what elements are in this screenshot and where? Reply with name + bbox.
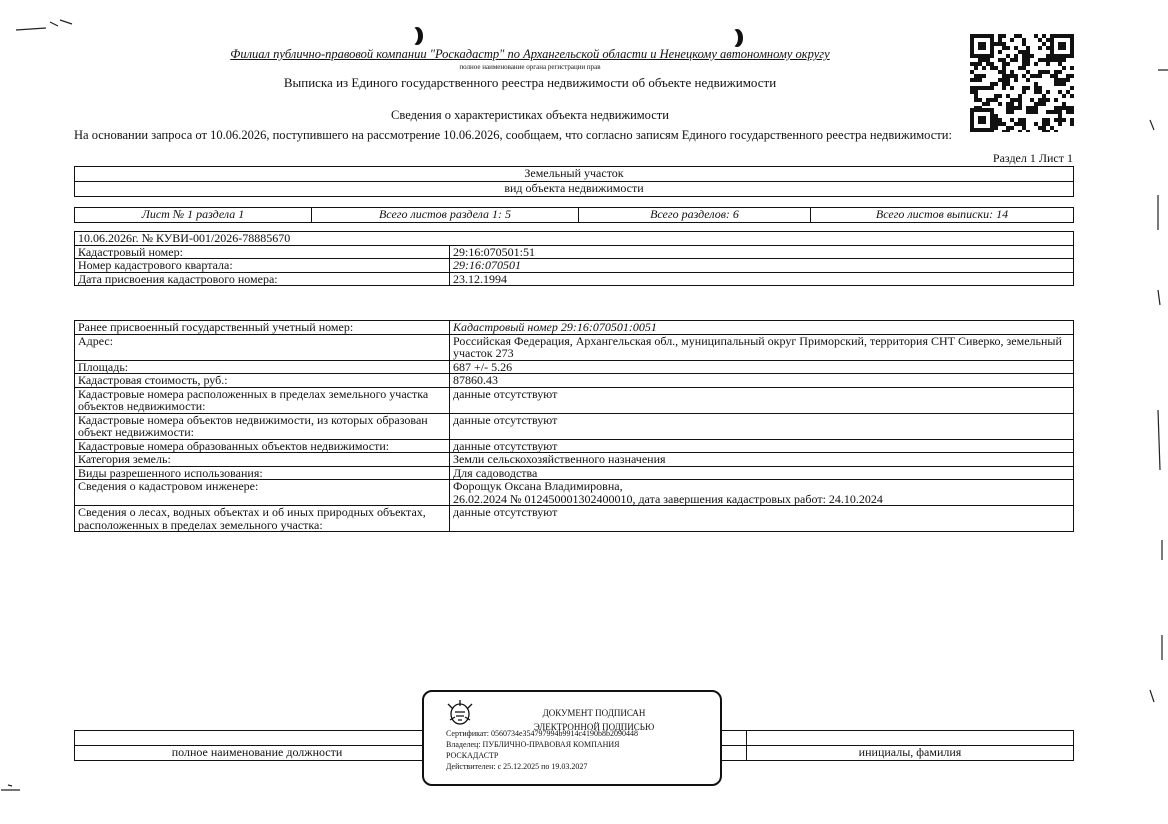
engineer-details: 26.02.2024 № 012450001302400010, дата завершения кадастровых работ: 24.10.2024 <box>453 491 883 506</box>
row-label: Сведения о лесах, водных объектах и об иных природных объектах, расположенных в пределах земельного участка: <box>75 506 450 532</box>
row-label: Площадь: <box>75 360 450 374</box>
table-row <box>75 413 1074 439</box>
cadastral-table <box>74 231 1074 286</box>
table-row <box>75 439 1074 453</box>
sheets-in-section: Всего листов раздела 1: 5 <box>312 208 579 223</box>
stamp-validity: Действителен: с 25.12.2025 по 19.03.2027 <box>446 762 588 771</box>
row-label: Кадастровые номера образованных объектов недвижимости: <box>75 439 450 453</box>
row-value: данные отсутствуют <box>450 506 1074 532</box>
organization-name: Филиал публично-правовой компании "Роскадастр" по Архангельской области и Ненецкому автономному округу <box>230 47 830 61</box>
row-value: Земли сельскохозяйственного назначения <box>450 453 1074 467</box>
row-value: данные отсутствуют <box>450 439 1074 453</box>
name-caption: инициалы, фамилия <box>747 746 1074 761</box>
section-sheet-label: Раздел 1 Лист 1 <box>992 151 1073 165</box>
row-label: Ранее присвоенный государственный учетный номер: <box>75 321 450 335</box>
position-caption: полное наименование должности <box>75 746 440 761</box>
qr-code-icon <box>970 34 1074 132</box>
scan-mark-crescent <box>406 27 418 45</box>
row-label: Категория земель: <box>75 453 450 467</box>
row-value: 29:16:070501:51 <box>450 245 1074 259</box>
row-label: Кадастровая стоимость, руб.: <box>75 374 450 388</box>
stamp-certificate: Сертификат: 0560734e354797994b9914c4190b8b2090448 <box>446 729 639 738</box>
row-value <box>450 480 1074 506</box>
stamp-title-2: ЭЛЕКТРОННОЙ ПОДПИСЬЮ <box>533 722 655 732</box>
row-value: 23.12.1994 <box>450 272 1074 286</box>
sheet-meta-table <box>74 207 1074 223</box>
row-value: Российская Федерация, Архангельская обл., муниципальный округ Приморский, территория СНТ Сиверко, земельный участок 273 <box>450 334 1074 360</box>
table-row <box>75 387 1074 413</box>
intro-text: На основании запроса от 10.06.2026, поступившего на рассмотрение 10.06.2026, сообщаем, что согласно записям Единого государственного реестра недвижимости: <box>74 128 952 142</box>
emblem-icon <box>444 698 476 728</box>
row-value: 87860.43 <box>450 374 1074 388</box>
table-row <box>75 453 1074 467</box>
organization-caption: полное наименование органа регистрации прав <box>459 63 601 71</box>
table-row <box>75 245 1074 259</box>
row-value: данные отсутствуют <box>450 413 1074 439</box>
table-row <box>75 466 1074 480</box>
table-row <box>75 272 1074 286</box>
row-value: данные отсутствуют <box>450 387 1074 413</box>
engineer-name: Форощук Оксана Владимировна, <box>453 479 623 493</box>
object-type: Земельный участок <box>75 167 1074 182</box>
row-label: Адрес: <box>75 334 450 360</box>
row-label: Кадастровые номера объектов недвижимости, из которых образован объект недвижимости: <box>75 413 450 439</box>
stamp-owner-2: РОСКАДАСТР <box>446 751 499 760</box>
stamp-owner: Владелец: ПУБЛИЧНО-ПРАВОВАЯ КОМПАНИЯ <box>446 740 620 749</box>
object-type-caption: вид объекта недвижимости <box>75 182 1074 197</box>
stamp-title-1: ДОКУМЕНТ ПОДПИСАН <box>542 708 646 718</box>
section-title: Сведения о характеристиках объекта недвижимости <box>391 108 669 122</box>
row-value: Для садоводства <box>450 466 1074 480</box>
table-row <box>75 259 1074 273</box>
row-label: Дата присвоения кадастрового номера: <box>75 272 450 286</box>
row-label: Сведения о кадастровом инженере: <box>75 480 450 506</box>
table-row <box>75 480 1074 506</box>
record-id: 10.06.2026г. № КУВИ-001/2026-78885670 <box>75 232 1074 246</box>
row-label: Номер кадастрового квартала: <box>75 259 450 273</box>
sheet-number: Лист № 1 раздела 1 <box>75 208 312 223</box>
row-label: Кадастровый номер: <box>75 245 450 259</box>
scan-mark-crescent <box>726 29 738 47</box>
row-label: Кадастровые номера расположенных в пределах земельного участка объектов недвижимости: <box>75 387 450 413</box>
table-row <box>75 374 1074 388</box>
sheets-total: Всего листов выписки: 14 <box>811 208 1074 223</box>
row-label: Виды разрешенного использования: <box>75 466 450 480</box>
document-title: Выписка из Единого государственного реестра недвижимости об объекте недвижимости <box>283 75 777 90</box>
row-value: 687 +/- 5.26 <box>450 360 1074 374</box>
object-type-table <box>74 166 1074 197</box>
e-signature-stamp <box>422 690 722 786</box>
sections-total: Всего разделов: 6 <box>579 208 811 223</box>
characteristics-table <box>74 320 1074 532</box>
table-row <box>75 360 1074 374</box>
table-row <box>75 334 1074 360</box>
table-row <box>75 321 1074 335</box>
table-row <box>75 506 1074 532</box>
row-value: Кадастровый номер 29:16:070501:0051 <box>450 321 1074 335</box>
row-value: 29:16:070501 <box>450 259 1074 273</box>
